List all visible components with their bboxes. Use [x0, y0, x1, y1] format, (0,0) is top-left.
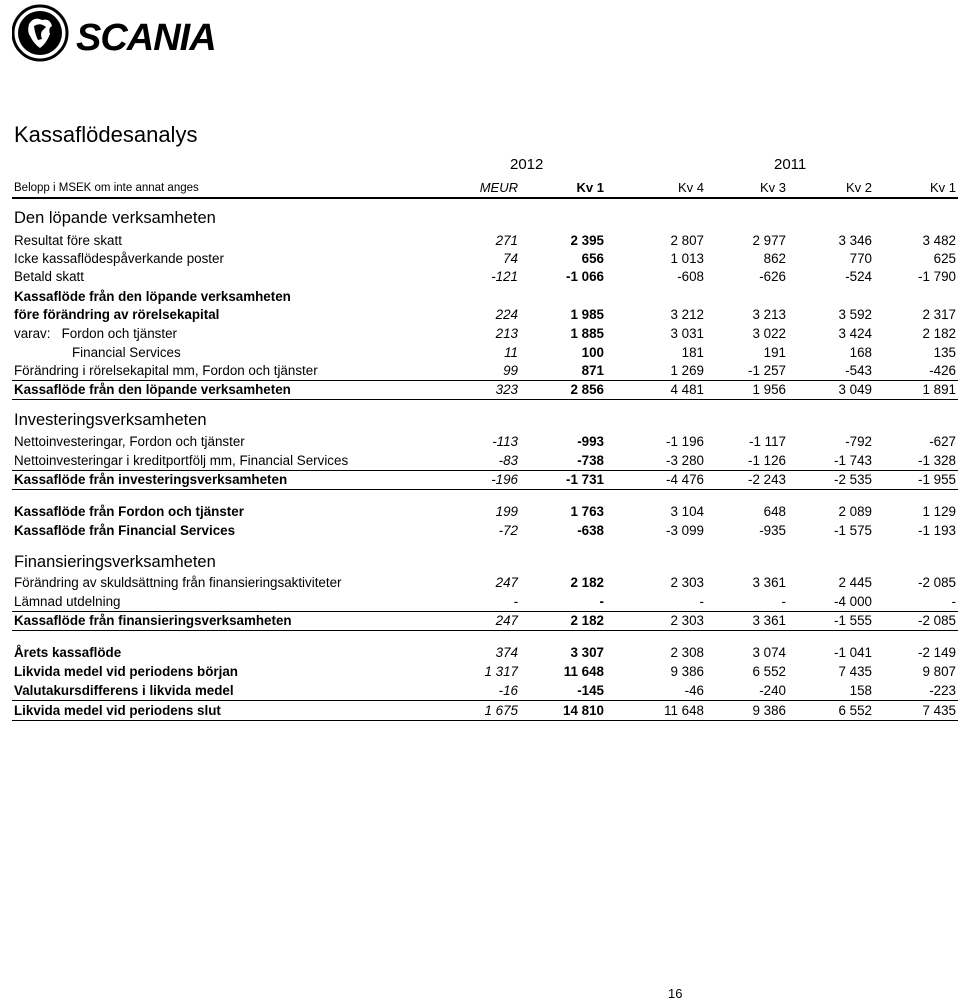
year-2011: 2011 [774, 156, 807, 173]
cell-meur: - [513, 594, 518, 609]
cell-kv3-2011: 648 [763, 504, 786, 519]
cell-kv2-2011: 3 592 [838, 307, 872, 322]
row-label: Nettoinvesteringar i kreditportfölj mm, Financial Services [14, 453, 349, 468]
cell-meur: 247 [495, 575, 518, 590]
table-row [12, 663, 958, 681]
row-label: Icke kassaflödespåverkande poster [14, 251, 224, 266]
cell-kv3-2011: -626 [759, 269, 786, 284]
row-label: Financial Services [72, 345, 181, 360]
section-heading-finans: Finansieringsverksamheten [14, 553, 216, 571]
cell-kv1-2012: -738 [577, 453, 604, 468]
table-row [12, 522, 958, 540]
cell-kv3-2011: 862 [763, 251, 786, 266]
cell-kv1-2012: 1 985 [570, 307, 604, 322]
col-kv4-2011: Kv 4 [677, 180, 704, 195]
row-label: Förändring av skuldsättning från finansieringsaktiviteter [14, 575, 342, 590]
table-row [12, 288, 958, 306]
cell-meur: 1 317 [484, 664, 518, 679]
cell-kv2-2011: 168 [849, 345, 872, 360]
table-row [12, 344, 958, 362]
table-row [12, 612, 958, 631]
col-meur: MEUR [479, 180, 518, 195]
row-label: Kassaflöde från Financial Services [14, 523, 236, 538]
cell-kv1-2012: 1 763 [570, 504, 604, 519]
row-label: Årets kassaflöde [14, 645, 122, 660]
section-heading-invest: Investeringsverksamheten [14, 411, 207, 429]
cell-kv3-2011: -1 257 [748, 363, 786, 378]
table-header [12, 180, 958, 199]
cell-kv1-2012: -1 731 [566, 472, 604, 487]
row-label: Likvida medel vid periodens början [14, 664, 238, 679]
cell-meur: -83 [498, 453, 518, 468]
row-label: Kassaflöde från finansieringsverksamheten [14, 613, 292, 628]
cell-kv1-2011: -2 149 [918, 645, 956, 660]
cell-kv3-2011: -2 243 [748, 472, 786, 487]
section-heading-lopande: Den löpande verksamheten [14, 209, 216, 227]
table-row [12, 232, 958, 250]
cell-meur: 199 [495, 504, 518, 519]
cell-kv1-2011: -627 [929, 434, 956, 449]
table-row [12, 593, 958, 612]
cell-kv1-2012: -993 [577, 434, 604, 449]
cell-meur: 224 [495, 307, 518, 322]
cell-kv1-2012: 14 810 [563, 703, 604, 718]
table-row [12, 362, 958, 381]
row-label: Valutakursdifferens i likvida medel [14, 683, 234, 698]
cell-kv1-2012: 100 [581, 345, 604, 360]
cell-kv4-2011: 4 481 [670, 382, 704, 397]
cell-kv1-2011: -223 [929, 683, 956, 698]
cell-kv4-2011: 3 104 [670, 504, 704, 519]
cell-kv2-2011: 6 552 [838, 703, 872, 718]
cell-kv2-2011: 2 445 [838, 575, 872, 590]
cell-kv4-2011: - [699, 594, 704, 609]
cell-meur: 99 [503, 363, 518, 378]
cell-kv1-2011: -2 085 [918, 613, 956, 628]
cell-kv4-2011: 181 [681, 345, 704, 360]
cell-kv3-2011: -240 [759, 683, 786, 698]
cell-kv4-2011: 2 303 [670, 575, 704, 590]
cell-kv2-2011: 3 424 [838, 326, 872, 341]
table-row [12, 574, 958, 592]
row-label: Kassaflöde från den löpande verksamheten [14, 382, 291, 397]
cell-kv1-2011: 7 435 [922, 703, 956, 718]
scania-logo [12, 4, 262, 64]
cell-kv4-2011: 1 269 [670, 363, 704, 378]
cell-kv1-2012: -638 [577, 523, 604, 538]
cell-kv1-2011: 1 129 [922, 504, 956, 519]
table-row [12, 250, 958, 268]
cell-kv2-2011: -524 [845, 269, 872, 284]
row-label: Kassaflöde från den löpande verksamheten [14, 289, 291, 304]
cell-meur: 271 [495, 233, 518, 248]
cell-kv3-2011: 1 956 [752, 382, 786, 397]
row-label: Resultat före skatt [14, 233, 122, 248]
cell-meur: 247 [495, 613, 518, 628]
row-label: Förändring i rörelsekapital mm, Fordon och tjänster [14, 363, 318, 378]
cell-kv1-2011: 625 [933, 251, 956, 266]
cell-kv2-2011: -2 535 [834, 472, 872, 487]
cell-kv1-2011: 2 182 [922, 326, 956, 341]
cell-kv2-2011: -1 743 [834, 453, 872, 468]
cell-kv1-2012: 1 885 [570, 326, 604, 341]
year-2012: 2012 [510, 156, 544, 173]
cell-kv2-2011: 3 346 [838, 233, 872, 248]
cell-kv2-2011: -4 000 [834, 594, 872, 609]
col-kv2-2011: Kv 2 [845, 180, 872, 195]
page-title: Kassaflödesanalys [14, 122, 198, 147]
cell-kv1-2011: 135 [933, 345, 956, 360]
cell-kv4-2011: 2 303 [670, 613, 704, 628]
cell-kv4-2011: 2 308 [670, 645, 704, 660]
cell-kv3-2011: 9 386 [752, 703, 786, 718]
table-row [12, 644, 958, 662]
cell-kv1-2011: -2 085 [918, 575, 956, 590]
cell-kv1-2012: 2 395 [570, 233, 604, 248]
cell-meur: 213 [495, 326, 518, 341]
cell-kv1-2011: 9 807 [922, 664, 956, 679]
cell-kv3-2011: 3 361 [752, 613, 786, 628]
cell-meur: -196 [491, 472, 518, 487]
unit-note: Belopp i MSEK om inte annat anges [14, 182, 199, 194]
cell-meur: -121 [491, 269, 518, 284]
cell-kv1-2011: -1 328 [918, 453, 956, 468]
cell-kv1-2012: 2 182 [570, 575, 604, 590]
col-kv1-2011: Kv 1 [929, 180, 956, 195]
row-label: varav: Fordon och tjänster [14, 326, 177, 341]
cell-kv2-2011: 3 049 [838, 382, 872, 397]
cell-kv1-2012: -145 [577, 683, 604, 698]
cell-kv4-2011: -1 196 [666, 434, 704, 449]
cell-kv1-2012: -1 066 [566, 269, 604, 284]
cell-kv1-2011: -1 193 [918, 523, 956, 538]
table-row [12, 503, 958, 521]
cell-kv2-2011: -1 555 [834, 613, 872, 628]
cell-kv1-2011: 1 891 [922, 382, 956, 397]
col-kv3-2011: Kv 3 [759, 180, 786, 195]
cell-kv1-2011: - [951, 594, 956, 609]
cell-kv2-2011: -792 [845, 434, 872, 449]
cell-kv3-2011: 2 977 [752, 233, 786, 248]
cell-kv3-2011: -1 126 [748, 453, 786, 468]
table-row [12, 682, 958, 701]
cell-kv2-2011: -543 [845, 363, 872, 378]
row-label: Nettoinvesteringar, Fordon och tjänster [14, 434, 245, 449]
table-row [12, 381, 958, 400]
cell-kv4-2011: -3 099 [666, 523, 704, 538]
cell-kv2-2011: 770 [849, 251, 872, 266]
cell-meur: -72 [498, 523, 518, 538]
table-row [12, 306, 958, 324]
row-label: Lämnad utdelning [14, 594, 121, 609]
cell-kv2-2011: 2 089 [838, 504, 872, 519]
cell-kv2-2011: 158 [849, 683, 872, 698]
cell-kv1-2011: 3 482 [922, 233, 956, 248]
cell-kv1-2011: -426 [929, 363, 956, 378]
cell-kv3-2011: 6 552 [752, 664, 786, 679]
cell-kv1-2012: 3 307 [570, 645, 604, 660]
cell-meur: 374 [495, 645, 518, 660]
cell-kv3-2011: 191 [763, 345, 786, 360]
row-label: Betald skatt [14, 269, 84, 284]
cell-kv4-2011: -46 [684, 683, 704, 698]
cell-kv4-2011: 3 031 [670, 326, 704, 341]
cell-kv1-2011: -1 955 [918, 472, 956, 487]
cell-meur: 1 675 [484, 703, 518, 718]
cell-meur: -113 [492, 434, 518, 449]
cell-kv1-2012: 2 856 [570, 382, 604, 397]
row-label: Likvida medel vid periodens slut [14, 703, 221, 718]
cell-meur: 11 [504, 345, 518, 360]
table-row [12, 452, 958, 471]
cell-meur: -16 [498, 683, 518, 698]
page-number: 16 [668, 986, 683, 1001]
cell-kv1-2012: 871 [581, 363, 604, 378]
cell-kv1-2011: -1 790 [918, 269, 956, 284]
cell-kv2-2011: 7 435 [838, 664, 872, 679]
cell-meur: 323 [495, 382, 518, 397]
cell-kv2-2011: -1 041 [834, 645, 872, 660]
cell-kv4-2011: 11 648 [664, 703, 704, 718]
table-row [12, 268, 958, 286]
cell-kv4-2011: -4 476 [666, 472, 704, 487]
cell-kv1-2012: 2 182 [570, 613, 604, 628]
cell-kv1-2012: 11 648 [563, 664, 604, 679]
cell-kv3-2011: - [781, 594, 786, 609]
col-kv1-2012: Kv 1 [576, 180, 604, 195]
row-label: före förändring av rörelsekapital [14, 307, 220, 322]
svg-text:SCANIA: SCANIA [76, 17, 216, 59]
cell-meur: 74 [503, 251, 518, 266]
cell-kv3-2011: 3 074 [752, 645, 786, 660]
cell-kv3-2011: 3 213 [752, 307, 786, 322]
table-row [12, 433, 958, 451]
row-label: Kassaflöde från Fordon och tjänster [14, 504, 244, 519]
cell-kv4-2011: 3 212 [670, 307, 704, 322]
cell-kv4-2011: 9 386 [670, 664, 704, 679]
cell-kv4-2011: -3 280 [666, 453, 704, 468]
table-row [12, 702, 958, 721]
cell-kv4-2011: 2 807 [670, 233, 704, 248]
cell-kv4-2011: 1 013 [670, 251, 704, 266]
cell-kv2-2011: -1 575 [834, 523, 872, 538]
row-label: Kassaflöde från investeringsverksamheten [14, 472, 288, 487]
table-row [12, 471, 958, 490]
cell-kv1-2012: 656 [581, 251, 604, 266]
cell-kv1-2012: - [599, 594, 604, 609]
table-row [12, 325, 958, 343]
cell-kv1-2011: 2 317 [922, 307, 956, 322]
cell-kv3-2011: 3 022 [752, 326, 786, 341]
cell-kv4-2011: -608 [677, 269, 704, 284]
cell-kv3-2011: -1 117 [749, 434, 786, 449]
cell-kv3-2011: -935 [759, 523, 786, 538]
cell-kv3-2011: 3 361 [752, 575, 786, 590]
